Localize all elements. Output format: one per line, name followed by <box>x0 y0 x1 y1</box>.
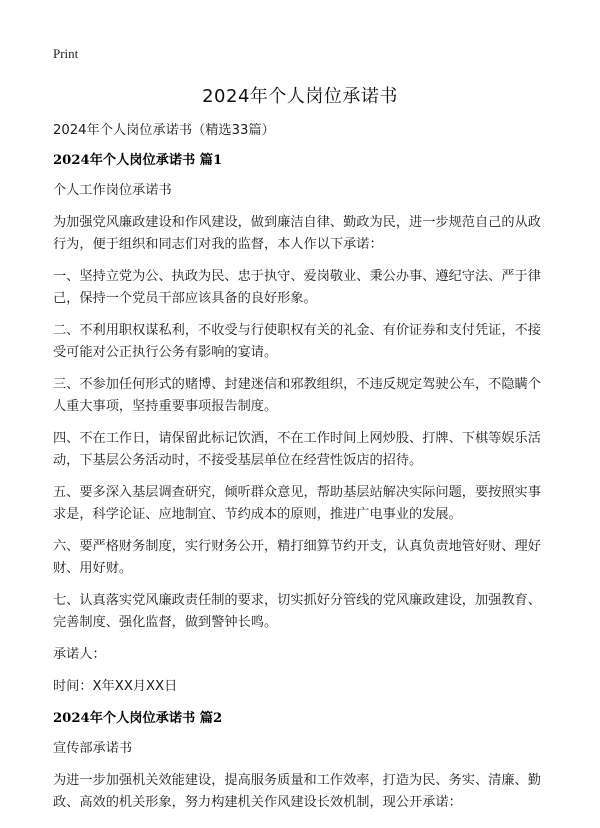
signer-line: 承诺人： <box>53 647 106 662</box>
document-body <box>53 120 553 824</box>
section-intro: 为进一步加强机关效能建设，提高服务质量和工作效率，打造为民、务实、清廉、勤政、高效的机关形象，努力构建机关作风建设长效机制，现公开承诺： <box>53 773 541 810</box>
section-heading-1: 2024年个人岗位承诺书 篇1 <box>53 153 223 168</box>
document-subtitle: 2024年个人岗位承诺书（精选33篇） <box>53 123 275 138</box>
section-intro: 为加强党风廉政建设和作风建设，做到廉洁自律、勤政为民，进一步规范自己的从政行为，便于组织和同志们对我的监督，本人作以下承诺： <box>53 215 541 252</box>
pledge-item: 四、不在工作日，请保留此标记饮酒，不在工作时间上网炒股、打牌、下棋等娱乐活动，下基层公务活动时，不接受基层单位在经营性饭店的招待。 <box>53 431 541 468</box>
pledge-item: 一、坚持立党为公、执政为民、忠于执守、爱岗敬业、秉公办事、遵纪守法、严于律己，保持一个党员干部应该具备的良好形象。 <box>53 269 541 306</box>
pledge-item: 三、不参加任何形式的赌博、封建迷信和邪教组织，不违反规定驾驶公车，不隐瞒个人重大事项，坚持重要事项报告制度。 <box>53 377 541 414</box>
pledge-item: 二、不利用职权谋私利，不收受与行使职权有关的礼金、有价证券和支付凭证，不接受可能对公正执行公务有影响的宴请。 <box>53 323 541 360</box>
print-link[interactable]: Print <box>53 46 79 61</box>
section-doc-name: 宣传部承诺书 <box>53 741 133 756</box>
page-title: 2024年个人岗位承诺书 <box>202 86 398 107</box>
pledge-item: 六、要严格财务制度，实行财务公开，精打细算节约开支，认真负责地管好财、理好财、用好财。 <box>53 539 541 576</box>
date-line: 时间：X年XX月XX日 <box>53 679 178 694</box>
pledge-item: 七、认真落实党风廉政责任制的要求，切实抓好分管线的党风廉政建设，加强教育、完善制度、强化监督，做到警钟长鸣。 <box>53 593 541 630</box>
section-heading-2: 2024年个人岗位承诺书 篇2 <box>53 711 223 726</box>
section-doc-name: 个人工作岗位承诺书 <box>53 183 172 198</box>
pledge-item: 五、要多深入基层调查研究，倾听群众意见，帮助基层站解决实际问题，要按照实事求是，科学论证、应地制宜、节约成本的原则，推进广电事业的发展。 <box>53 485 541 522</box>
